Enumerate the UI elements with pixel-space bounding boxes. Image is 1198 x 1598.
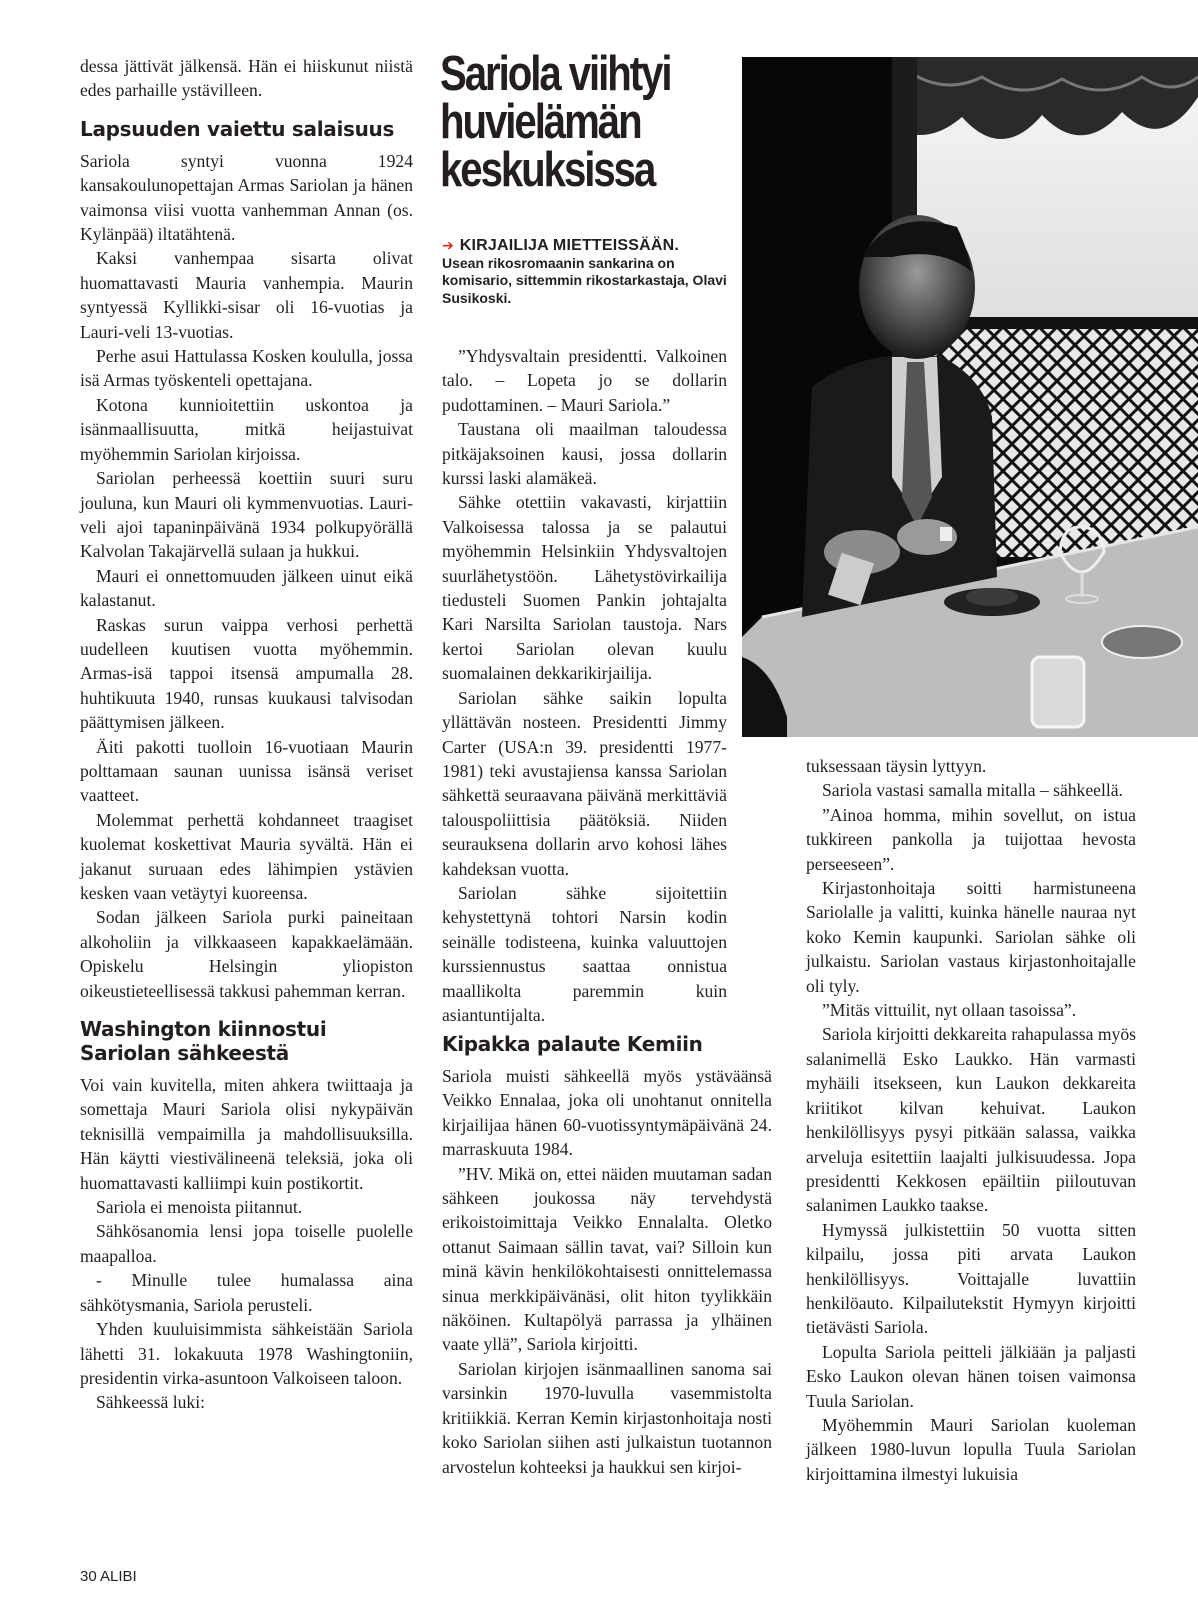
paragraph: ”Yhdysvaltain presidentti. Valkoinen talo. – Lopeta jo se dollarin pudottaminen. – Mauri Sariola.”: [442, 346, 727, 415]
paragraph: Lopulta Sariola peitteli jälkiään ja paljasti Esko Laukon olevan hänen toisen vaimonsa Tuula Sariolan.: [806, 1341, 1136, 1411]
paragraph: Sodan jälkeen Sariola purki paineitaan alkoholiin ja vilkkaaseen kapakkaelämään. Opiskelu Helsingin yliopiston oikeustieteellisessä takkusi pahemman kerran.: [80, 907, 413, 1001]
paragraph: Kaksi vanhempaa sisarta olivat huomattavasti Mauria vanhempia. Maurin syntyessä Kyllikki-sisar oli 16-vuotias ja Lauri-veli 13-vuotias.: [80, 248, 413, 342]
paragraph: Sariola muisti sähkeellä myös ystäväänsä Veikko Ennalaa, joka oli unohtanut onnitella kirjailijaa hänen 60-vuotissyntymäpäivänä 24. marraskuuta 1984.: [442, 1066, 772, 1160]
paragraph: ”Ainoa homma, mihin sovellut, on istua tukkireen pankolla ja tuijottaa hevosta perseeseen”.: [806, 804, 1136, 874]
paragraph: Sariola vastasi samalla mitalla – sähkeellä.: [822, 780, 1123, 801]
photo-illustration: [742, 57, 1198, 737]
paragraph: Myöhemmin Mauri Sariolan kuoleman jälkeen 1980-luvun lopulla Tuula Sariolan kirjoittamina ilmestyi lukuisia: [806, 1414, 1136, 1484]
paragraph: Sariolan perheessä koettiin suuri suru jouluna, kun Mauri oli kymmenvuotias. Lauri-veli ajoi tapaninpäivänä 1934 polkupyörällä Kalvolan Takajärvellä sulaan ja hukkui.: [80, 468, 413, 562]
paragraph: ”Mitäs vittuilit, nyt ollaan tasoissa”.: [822, 1000, 1077, 1021]
paragraph: Perhe asui Hattulassa Kosken koululla, jossa isä Armas työskenteli opettajana.: [80, 346, 413, 391]
paragraph: Yhden kuuluisimmista sähkeistään Sariola lähetti 31. lokakuuta 1978 Washingtoniin, presidentin virka-asuntoon Valkoiseen taloon.: [80, 1319, 413, 1388]
paragraph: - Minulle tulee humalassa aina sähkötysmania, Sariola perusteli.: [80, 1270, 413, 1315]
paragraph: Mauri ei onnettomuuden jälkeen uinut eikä kalastanut.: [80, 565, 413, 611]
paragraph: Sariolan sähke saikin lopulta yllättävän nosteen. Presidentti Jimmy Carter (USA:n 39. presidentti 1977-1981) teki avustajiensa kanssa Sariolan sähkettä seuraavana päivänä merkittäviä talouspoliittisia päätöksiä. Niiden seurauksena dollarin arvo kohosi lähes kahdeksan vuotta.: [442, 687, 727, 879]
paragraph: Sariola syntyi vuonna 1924 kansakoulunopettajan Armas Sariolan ja hänen vaimonsa viisi vuotta vanhemman Annan (os. Kylänpää) iltatähtenä.: [80, 150, 413, 245]
photo-man-at-cafe-table: [742, 57, 1198, 737]
headline: Sariola viihtyi huvielämän keskuksissa: [440, 47, 671, 197]
article-column-3: [806, 754, 1136, 1486]
paragraph: ”HV. Mikä on, ettei näiden muutaman sadan sähkeen joukossa näy tervehdystä erikoistoimittaja Veikko Ennalalta. Oletko ottanut Saimaan sällin tavat, vai? Silloin kun minä kävin henkilökohtaisesti onnittelemassa sinua merkkipäivänäsi, olit hiton tyylikkäin näköinen. Kultapölyä parrassa ja ylhäinen vaate yllä”, Sariola kirjoitti.: [442, 1163, 772, 1355]
subheading-childhood-secret: Lapsuuden vaiettu salaisuus: [80, 116, 395, 141]
paragraph: Voi vain kuvitella, miten ahkera twiittaaja ja somettaja Mauri Sariola olisi nykypäivän teknisillä vempaimilla ja mahdollisuuksilla. Hän käytti viestivälineenä teleksiä, joka oli huomattavasti kalliimpi kuin postikortit.: [80, 1075, 413, 1193]
paragraph: Sähkösanomia lensi jopa toiselle puolelle maapalloa.: [80, 1221, 413, 1266]
photo-caption: [442, 237, 732, 307]
paragraph: dessa jättivät jälkensä. Hän ei hiiskunut niistä edes parhaille ystävilleen.: [80, 56, 413, 101]
article-column-1: [80, 54, 413, 1415]
caption-title: KIRJAILIJA MIETTEISSÄÄN.: [459, 237, 680, 254]
paragraph: Raskas surun vaippa verhosi perhettä uudelleen kuutisen vuotta myöhemmin. Armas-isä tappoi itsensä ampumalla 28. huhtikuuta 1940, runsas kuukausi talvisodan päättymisen jälkeen.: [80, 614, 413, 733]
paragraph: Sariolan kirjojen isänmaallinen sanoma sai varsinkin 1970-luvulla vasemmistolta kritiikkiä. Kerran Kemin kirjastonhoitaja nosti koko Sariolan siihen asti julkaistun tuotannon arvostelun kohteeksi ja haukkui sen kirjoi-: [442, 1358, 772, 1477]
paragraph: Sariolan sähke sijoitettiin kehystettynä tohtori Narsin kodin seinälle todisteena, kuinka valuuttojen kurssiennustus saattaa onnistua maallikolta paremmin kuin asiantuntijalta.: [442, 882, 727, 1025]
paragraph: Kirjastonhoitaja soitti harmistuneena Sariolalle ja valitti, kuinka hänelle nauraa nyt koko Kemin kaupunki. Sariolan sähke oli julkaistu. Sariolan vastaus kirjastonhoitajalle oli tyly.: [806, 878, 1136, 996]
paragraph: Äiti pakotti tuolloin 16-vuotiaan Maurin polttamaan saunan uunissa isänsä veriset vaatteet.: [80, 736, 413, 806]
paragraph: tuksessaan täysin lyttyyn.: [806, 756, 987, 776]
caption-text: Usean rikosromaanin sankarina on komisario, sittemmin rikostarkastaja, Olavi Susikoski.: [442, 254, 727, 306]
article-column-2-upper: [442, 344, 727, 1027]
arrow-icon: ➔: [442, 237, 454, 253]
paragraph: Sariola kirjoitti dekkareita rahapulassa myös salanimellä Esko Laukko. Hän varmasti myhäili itsekseen, kun Laukon dekkareita kriitikot kilvan kehuivat. Laukon henkilöllisyys pysyi pitkään salassa, vaikka arveluja esitettiin laajalti julkisuudessa. Jopa presidentti Kekkosen epäiltiin piiloutuvan salanimen Laukko taakse.: [806, 1024, 1136, 1216]
paragraph: Kotona kunnioitettiin uskontoa ja isänmaallisuutta, mitkä heijastuivat myöhemmin Sariolan kirjoissa.: [80, 394, 413, 464]
paragraph: Taustana oli maailman taloudessa pitkäjaksoinen kausi, jossa dollarin kurssi laski alamäkeä.: [442, 419, 727, 489]
paragraph: Sariola ei menoista piitannut.: [96, 1197, 303, 1218]
page-footer: 30 ALIBI: [80, 1568, 137, 1585]
paragraph: Hymyssä julkistettiin 50 vuotta sitten kilpailu, jossa piti arvata Laukon henkilöllisyys. Voittajalle luvattiin henkilöauto. Kilpailutekstit Hymyyn kirjoitti tietävästi Sariola.: [806, 1219, 1136, 1338]
paragraph: Sähke otettiin vakavasti, kirjattiin Valkoisessa talossa ja se palautui myöhemmin Helsinkiin Yhdysvaltojen suurlähetystöön. Lähetystövirkailija tiedusteli Suomen Pankin johtajalta Kari Narsilta Sariolan taustoja. Nars kertoi Sariolan olevan kuulu suomalainen dekkarikirjailija.: [442, 492, 727, 684]
paragraph: Molemmat perhettä kohdanneet traagiset kuolemat koskettivat Mauria syvältä. Hän ei jakanut suruaan edes lähimpien ystävien kesken vaan vetäytyi kuoreensa.: [80, 809, 413, 903]
subheading-kemi-feedback: Kipakka palaute Kemiin: [442, 1032, 703, 1056]
paragraph: Sähkeessä luki:: [96, 1392, 205, 1413]
article-column-2-lower: [442, 1032, 772, 1479]
subheading-washington: Washington kiinnostui Sariolan sähkeestä: [80, 1017, 327, 1066]
